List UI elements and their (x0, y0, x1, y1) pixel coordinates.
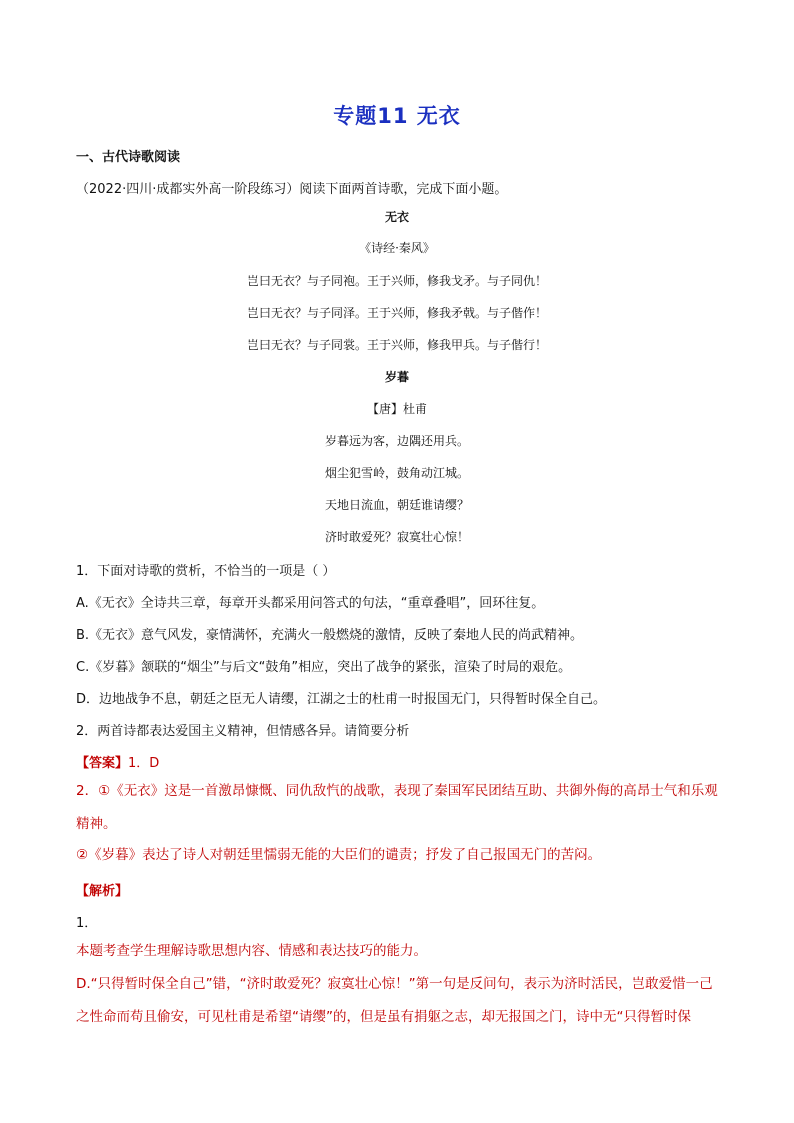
answer-2-part-1: 2．①《无衣》这是一首激昂慷慨、同仇敌忾的战歌，表现了秦国军民团结互助、共御外侮的高昂士气和乐观精神。 (76, 783, 718, 832)
option-b: B.《无衣》意气风发，豪情满怀，充满火一般燃烧的激情，反映了秦地人民的尚武精神。 (76, 628, 584, 643)
question-1: 1．下面对诗歌的赏析，不恰当的一项是（ ） (76, 564, 336, 579)
question-2: 2．两首诗都表达爱国主义精神，但情感各异。请简要分析 (76, 724, 410, 739)
poem-line: 岁暮远为客，边隅还用兵。 (324, 434, 469, 448)
intro-text: （2022·四川·成都实外高一阶段练习）阅读下面两首诗歌，完成下面小题。 (76, 182, 508, 197)
option-c: C.《岁暮》颔联的“烟尘”与后文“鼓角”相应，突出了战争的紧张，渲染了时局的艰危。 (76, 660, 572, 675)
answer-1: 1．D (128, 756, 160, 771)
poem-line: 岂曰无衣？与子同裳。王于兴师，修我甲兵。与子偕行！ (246, 338, 547, 352)
poem-line: 烟尘犯雪岭，鼓角动江城。 (324, 466, 469, 480)
answer-tag: 【答案】 (76, 756, 129, 771)
poem-source: 《诗经·秦风》 (359, 241, 435, 255)
analysis-p1: 本题考查学生理解诗歌思想内容、情感和表达技巧的能力。 (76, 943, 427, 959)
option-a: A.《无衣》全诗共三章，每章开头都采用问答式的句法，“重章叠唱”，回环往复。 (76, 596, 545, 611)
poem-line: 岂曰无衣？与子同泽。王于兴师，修我矛戟。与子偕作！ (246, 306, 547, 320)
poem-title: 无衣 (384, 210, 409, 224)
analysis-tag: 【解析】 (76, 884, 129, 899)
section-heading: 一、古代诗歌阅读 (76, 150, 181, 165)
option-d: D．边地战争不息，朝廷之臣无人请缨，江湖之士的杜甫一时报国无门，只得暂时保全自己。 (76, 692, 607, 707)
answer-line (76, 752, 726, 771)
poem-line: 天地日流血，朝廷谁请缨？ (324, 498, 469, 512)
page-title: 专题11 无衣 (333, 104, 461, 128)
poem-author: 【唐】杜甫 (366, 402, 427, 416)
answer-2-part-2: ②《岁暮》表达了诗人对朝廷里懦弱无能的大臣们的谴责；抒发了自己报国无门的苦闷。 (76, 847, 602, 863)
poem-line: 岂曰无衣？与子同袍。王于兴师，修我戈矛。与子同仇！ (246, 274, 547, 288)
poem-title: 岁暮 (384, 370, 409, 384)
poem-line: 济时敢爱死？寂寞壮心惊！ (324, 530, 469, 544)
analysis-number: 1． (76, 916, 98, 931)
analysis-p2: D.“只得暂时保全自己”错，“济时敢爱死？寂寞壮心惊！”第一句是反问句，表示为济时活民，岂敢爱惜一己之性命而苟且偷安，可见杜甫是希望“请缨”的，但是虽有捐躯之志，却无报国之门，诗中无“只得暂时保 (76, 976, 713, 1025)
